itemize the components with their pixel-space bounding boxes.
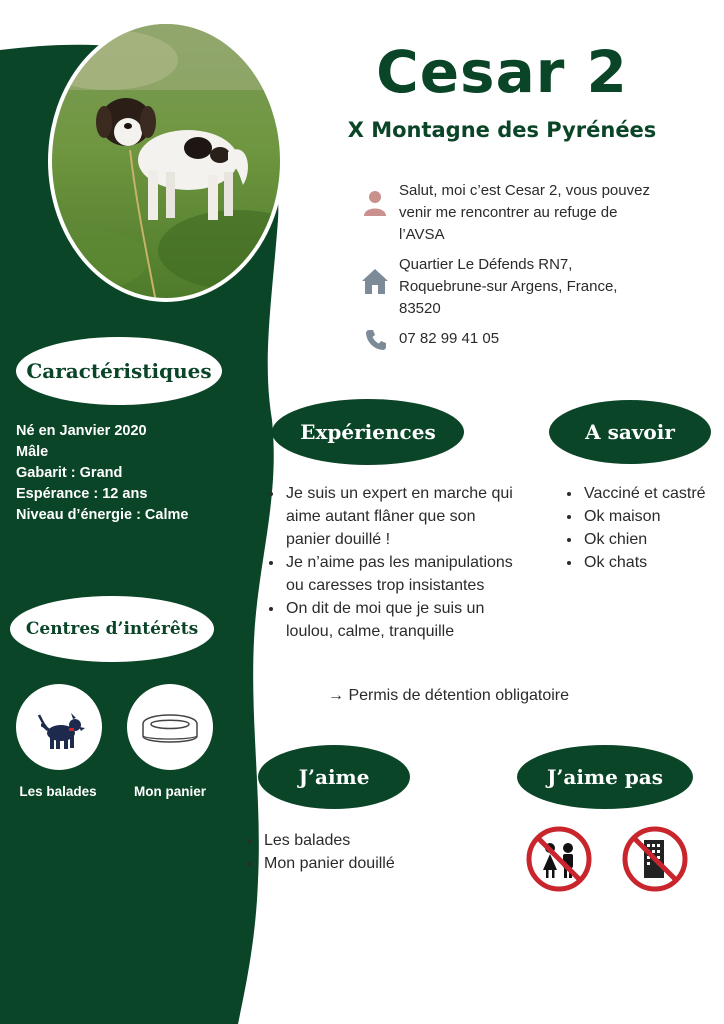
dog-bed-icon (137, 702, 203, 752)
interest-walks-circle (16, 684, 102, 770)
likes-list (242, 829, 462, 875)
permit-note: → Permis de détention obligatoire (328, 687, 570, 704)
phone-text: 07 82 99 41 05 (399, 330, 500, 347)
likes-heading-label: J’aime (298, 765, 370, 789)
a-savoir-item: • Ok chats (582, 551, 722, 574)
a-savoir-list (562, 482, 722, 574)
intro-row (360, 180, 660, 246)
a-savoir-heading-label: A savoir (585, 420, 675, 444)
experience-item: • Je suis un expert en marche qui aime autant flâner que son panier douillé ! (284, 482, 514, 551)
dog-photo (48, 20, 284, 302)
experiences-heading-label: Expériences (300, 420, 436, 444)
likes-heading (258, 745, 410, 809)
address-row (360, 254, 660, 320)
like-item: • Les balades (262, 829, 462, 852)
a-savoir-item: • Ok chien (582, 528, 722, 551)
like-item: • Mon panier douillé (262, 852, 462, 875)
experiences-heading (272, 399, 464, 465)
house-icon (360, 266, 390, 296)
a-savoir-item: • Ok maison (582, 505, 722, 528)
intro-text: Salut, moi c’est Cesar 2, vous pouvez venir me rencontrer au refuge de l’AVSA (399, 182, 650, 243)
phone-icon (364, 328, 388, 352)
characteristic-item: Espérance : 12 ans (16, 486, 148, 502)
interests-heading (10, 596, 214, 662)
interest-bed-label: Mon panier (133, 784, 206, 799)
characteristic-item: Niveau d’énergie : Calme (16, 507, 189, 523)
breed-subtitle: X Montagne des Pyrénées (347, 118, 657, 142)
no-apartment-icon (622, 826, 688, 892)
a-savoir-item: • Vacciné et castré (582, 482, 722, 505)
dog-name-title: Cesar 2 (376, 38, 628, 106)
dislikes-heading-label: J’aime pas (546, 765, 664, 789)
characteristics-heading (16, 337, 222, 405)
characteristic-item: Né en Janvier 2020 (16, 423, 147, 439)
person-icon (360, 188, 390, 218)
dog-walking-icon (29, 697, 89, 757)
dislikes-heading (517, 745, 693, 809)
a-savoir-heading (549, 400, 711, 464)
address-text: Quartier Le Défends RN7, Roquebrune-sur Argens, France, 83520 (399, 256, 618, 317)
experiences-list (264, 482, 514, 643)
characteristics-heading-label: Caractéristiques (26, 359, 212, 383)
phone-row (360, 328, 660, 352)
interest-walks-label: Les balades (19, 784, 97, 799)
experience-item: • Je n’aime pas les manipulations ou caresses trop insistantes (284, 551, 514, 597)
characteristics-list (16, 421, 256, 526)
interests-heading-label: Centres d’intérêts (25, 619, 199, 639)
characteristic-item: Gabarit : Grand (16, 465, 123, 481)
no-children-icon (526, 826, 592, 892)
experience-item: • On dit de moi que je suis un loulou, calme, tranquille (284, 597, 514, 643)
interest-bed-circle (127, 684, 213, 770)
characteristic-item: Mâle (16, 444, 49, 460)
